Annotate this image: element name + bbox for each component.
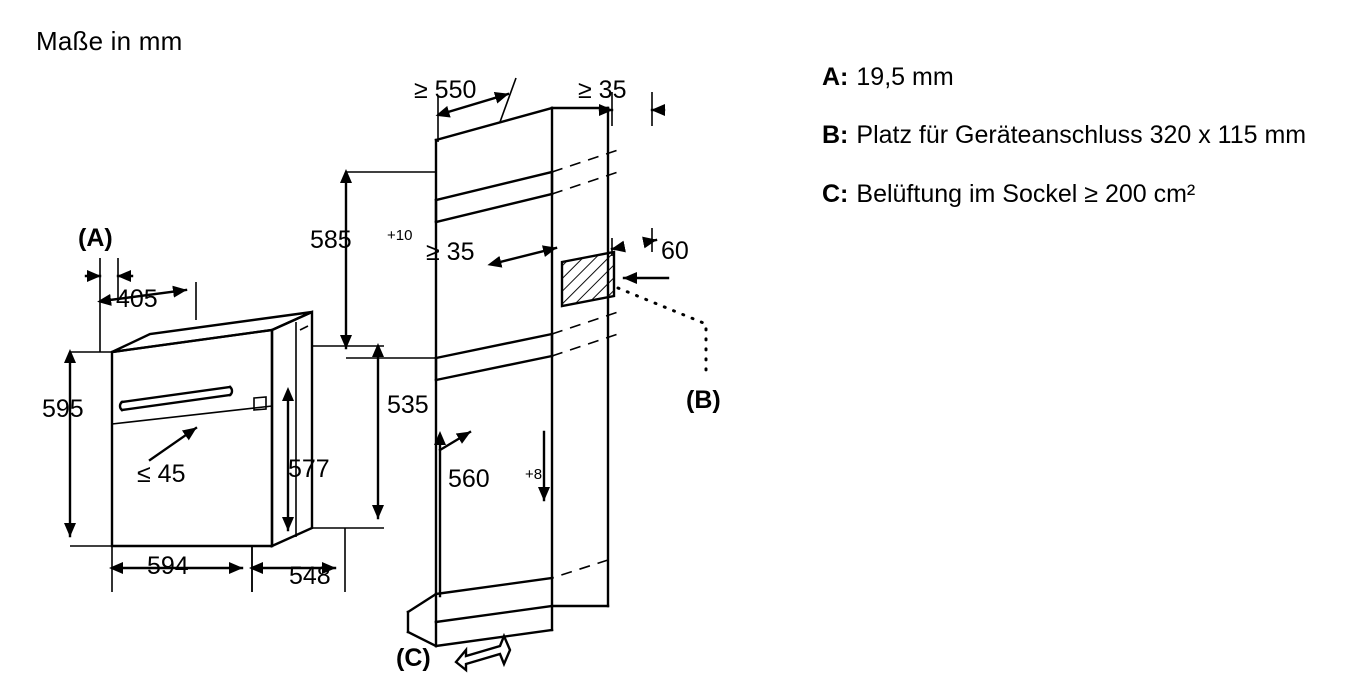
label-c: (C) bbox=[396, 644, 431, 672]
legend-key-c: C: bbox=[822, 179, 849, 208]
niche-connection-depth-label: 60 bbox=[661, 237, 689, 265]
niche-height-upper-tolerance: +10 bbox=[387, 227, 413, 244]
oven-depth-body-label: 577 bbox=[288, 455, 330, 483]
legend-value-a: 19,5 mm bbox=[856, 63, 954, 91]
legend-value-b: Platz für Geräteanschluss 320 x 115 mm bbox=[856, 121, 1307, 150]
legend-key-b: B: bbox=[822, 121, 849, 150]
niche-depth-top-label: ≥ 550 bbox=[414, 76, 477, 104]
niche-height-upper-label: 585 bbox=[310, 226, 352, 254]
label-a: (A) bbox=[78, 224, 113, 252]
legend-value-c: Belüftung im Sockel ≥ 200 cm² bbox=[856, 179, 1196, 208]
label-b: (B) bbox=[686, 386, 721, 414]
oven-depth-bottom-label: 548 bbox=[289, 562, 331, 590]
oven-width-front-label: 405 bbox=[116, 285, 158, 313]
legend-key-a: A: bbox=[822, 63, 849, 91]
oven-depth-right-label: 535 bbox=[387, 391, 429, 419]
oven-door-angle-label: ≤ 45 bbox=[137, 460, 186, 488]
niche-drawing bbox=[310, 76, 721, 672]
niche-gap-inner-label: ≥ 35 bbox=[426, 238, 475, 266]
niche-gap-right-label: ≥ 35 bbox=[578, 76, 627, 104]
oven-drawing bbox=[42, 224, 429, 592]
oven-width-bottom-label: 594 bbox=[147, 552, 189, 580]
niche-height-lower-tolerance: +8 bbox=[525, 466, 543, 483]
oven-height-left-label: 595 bbox=[42, 395, 84, 423]
niche-height-lower-label: 560 bbox=[448, 465, 490, 493]
page-title: Maße in mm bbox=[36, 26, 183, 56]
